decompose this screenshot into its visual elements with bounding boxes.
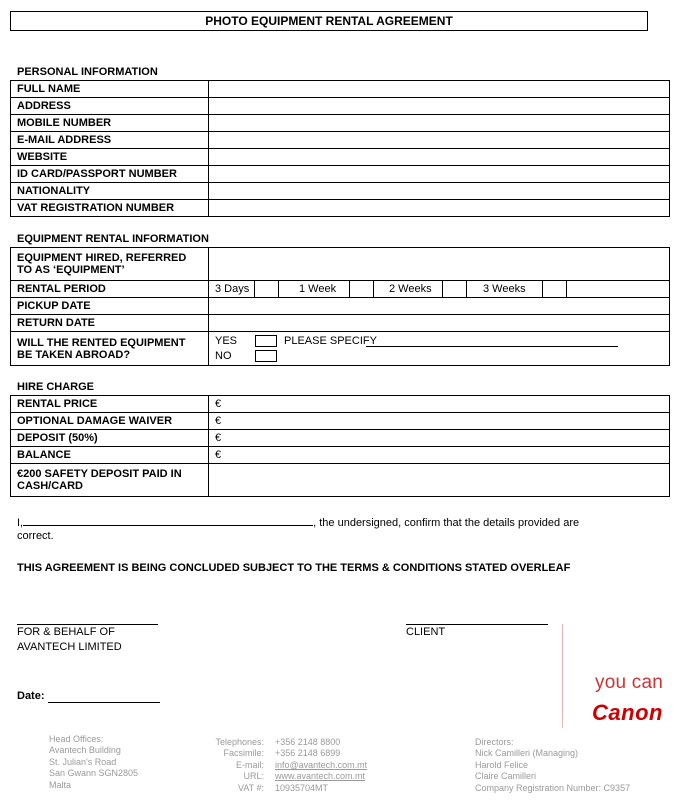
client-label: CLIENT [406, 626, 446, 638]
deposit-label: DEPOSIT (50%) [11, 430, 209, 447]
terms-statement: THIS AGREEMENT IS BEING CONCLUDED SUBJECT TO THE TERMS & CONDITIONS STATED OVERLEAF [17, 562, 571, 574]
full-name-field[interactable] [209, 81, 670, 98]
period-2-weeks-label: 2 Weeks [389, 283, 432, 295]
period-3-weeks-checkbox[interactable] [542, 281, 567, 297]
pickup-date-label: PICKUP DATE [11, 298, 209, 315]
safety-deposit-label: €200 SAFETY DEPOSIT PAID IN CASH/CARD [11, 464, 209, 497]
period-3-weeks-label: 3 Weeks [483, 283, 526, 295]
document-title: PHOTO EQUIPMENT RENTAL AGREEMENT [10, 11, 648, 31]
vat-field[interactable] [209, 200, 670, 217]
email-field[interactable] [209, 132, 670, 149]
abroad-options [209, 332, 670, 366]
balance-field[interactable]: € [209, 447, 670, 464]
please-specify-label: PLEASE SPECIFY [284, 335, 377, 347]
email-label: E-MAIL ADDRESS [11, 132, 209, 149]
rental-price-label: RENTAL PRICE [11, 396, 209, 413]
vat-value: 10935704MT [275, 782, 329, 793]
equipment-table [10, 247, 670, 366]
damage-waiver-label: OPTIONAL DAMAGE WAIVER [11, 413, 209, 430]
period-3-days-label: 3 Days [215, 283, 250, 295]
damage-waiver-field[interactable]: € [209, 413, 670, 430]
equipment-heading: EQUIPMENT RENTAL INFORMATION [17, 233, 209, 245]
website-link[interactable]: www.avantech.com.mt [275, 771, 366, 782]
fax-value: +356 2148 6899 [275, 748, 341, 759]
rental-price-field[interactable]: € [209, 396, 670, 413]
mobile-label: MOBILE NUMBER [11, 115, 209, 132]
avantech-limited-label: AVANTECH LIMITED [17, 641, 122, 653]
address-label: ADDRESS [11, 98, 209, 115]
safety-deposit-field[interactable] [209, 464, 670, 497]
client-signature-line[interactable] [406, 612, 548, 625]
abroad-no-label: NO [215, 350, 232, 362]
id-card-field[interactable] [209, 166, 670, 183]
footer-directors: Directors: Nick Camilleri (Managing) Harold Felice Claire Camilleri Company Registration Number: C9357 [475, 737, 631, 793]
please-specify-line[interactable] [366, 334, 618, 347]
deposit-field[interactable]: € [209, 430, 670, 447]
avantech-signature-line[interactable] [17, 612, 158, 625]
date-line[interactable] [48, 690, 160, 703]
period-2-weeks-checkbox[interactable] [442, 281, 467, 297]
declaration-suffix: , the undersigned, confirm that the details provided are [313, 517, 580, 529]
footer-offices: Head Offices: Avantech Building St. Julian's Road San Gwann SGN2805 Malta [49, 734, 139, 790]
hire-charge-table [10, 395, 670, 497]
for-behalf-label: FOR & BEHALF OF [17, 626, 115, 638]
full-name-label: FULL NAME [11, 81, 209, 98]
equipment-hired-field[interactable] [209, 248, 670, 281]
mobile-field[interactable] [209, 115, 670, 132]
period-1-week-checkbox[interactable] [349, 281, 374, 297]
abroad-no-checkbox[interactable] [255, 350, 277, 362]
declaration-line-2: correct. [17, 530, 54, 542]
nationality-field[interactable] [209, 183, 670, 200]
rental-period-label: RENTAL PERIOD [11, 281, 209, 298]
declaration-name-line[interactable] [23, 514, 313, 526]
abroad-yes-checkbox[interactable] [255, 335, 277, 347]
balance-label: BALANCE [11, 447, 209, 464]
equipment-hired-label: EQUIPMENT HIRED, REFERRED TO AS ‘EQUIPMENT’ [11, 248, 209, 281]
vat-label: VAT REGISTRATION NUMBER [11, 200, 209, 217]
abroad-label: WILL THE RENTED EQUIPMENT BE TAKEN ABROAD? [11, 332, 209, 366]
personal-info-heading: PERSONAL INFORMATION [17, 66, 158, 78]
period-3-days-checkbox[interactable] [254, 281, 279, 297]
brand-slogan: you can [595, 672, 663, 693]
pickup-date-field[interactable] [209, 298, 670, 315]
return-date-field[interactable] [209, 315, 670, 332]
canon-logo: Canon [592, 700, 663, 725]
date-label: Date: [17, 690, 45, 702]
nationality-label: NATIONALITY [11, 183, 209, 200]
return-date-label: RETURN DATE [11, 315, 209, 332]
telephone-value: +356 2148 8800 [275, 737, 341, 747]
canon-brand-block [562, 624, 667, 728]
abroad-yes-label: YES [215, 335, 238, 347]
declaration-prefix: I, [17, 517, 24, 529]
footer-contact-values [275, 737, 367, 794]
footer-contact-labels: Telephones: Facsimile: E-mail: URL: VAT #: [215, 737, 264, 793]
period-1-week-label: 1 Week [299, 283, 337, 295]
address-field[interactable] [209, 98, 670, 115]
personal-info-table [10, 80, 670, 217]
rental-period-options [209, 281, 670, 298]
website-field[interactable] [209, 149, 670, 166]
hire-charge-heading: HIRE CHARGE [17, 381, 95, 393]
website-label: WEBSITE [11, 149, 209, 166]
id-card-label: ID CARD/PASSPORT NUMBER [11, 166, 209, 183]
declaration-line [17, 514, 579, 529]
email-link[interactable]: info@avantech.com.mt [275, 759, 368, 770]
